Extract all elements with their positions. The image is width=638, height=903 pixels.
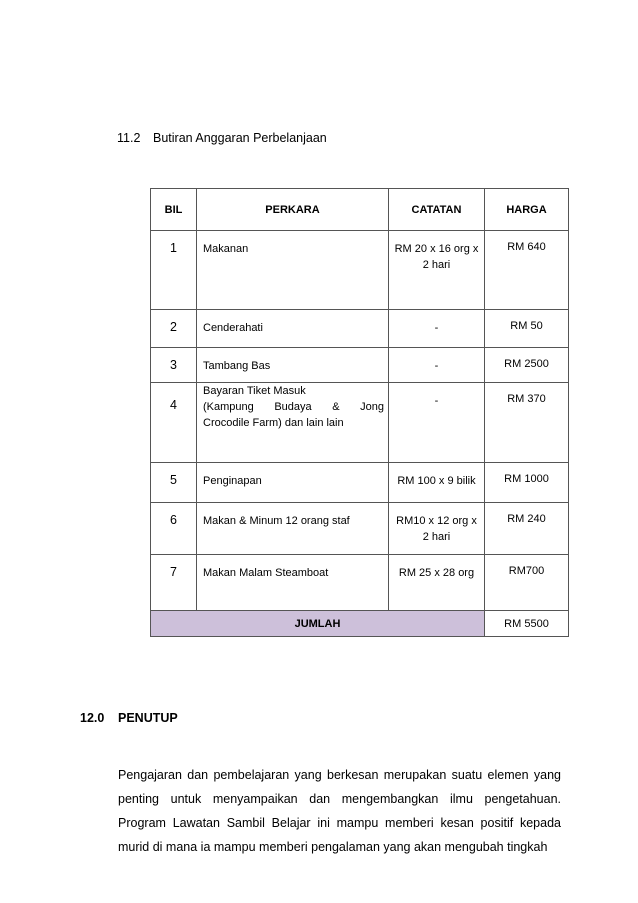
- row-bil: 6: [170, 513, 177, 527]
- budget-table: [150, 188, 569, 637]
- header-perkara: PERKARA: [197, 189, 389, 231]
- row-perkara: Tambang Bas: [203, 360, 271, 372]
- header-harga: HARGA: [485, 189, 569, 231]
- row-bil: 3: [170, 358, 177, 372]
- row-perkara-line1: Bayaran Tiket Masuk: [203, 385, 306, 397]
- row-perkara: Makanan: [203, 243, 249, 255]
- row-bil: 7: [170, 565, 177, 579]
- row-bil: 2: [170, 320, 177, 334]
- row-perkara-line3: Crocodile Farm) dan lain lain: [203, 417, 344, 429]
- row-catatan: -: [434, 360, 439, 372]
- row-harga: RM 2500: [504, 358, 549, 370]
- table-row: [151, 231, 569, 310]
- row-bil: 4: [170, 398, 177, 412]
- row-catatan: RM 25 x 28 org: [398, 567, 475, 579]
- table-header-row: [151, 189, 569, 231]
- subsection-heading: [117, 131, 327, 145]
- header-catatan: CATATAN: [389, 189, 485, 231]
- row-bil: 1: [170, 241, 177, 255]
- row-catatan: RM 100 x 9 bilik: [397, 475, 476, 487]
- row-perkara-line2: (Kampung Budaya & Jong: [203, 401, 384, 413]
- section-number: 12.0: [80, 711, 105, 725]
- table-row: [151, 463, 569, 503]
- row-catatan: -: [434, 322, 439, 334]
- row-harga: RM 240: [507, 513, 546, 525]
- table-row: [151, 383, 569, 463]
- row-harga: RM 1000: [504, 473, 549, 485]
- total-value: RM 5500: [485, 611, 569, 637]
- section-heading: [80, 711, 178, 725]
- row-perkara: Makan Malam Steamboat: [203, 567, 329, 579]
- row-bil: 5: [170, 473, 177, 487]
- row-perkara: Makan & Minum 12 orang staf: [203, 515, 350, 527]
- table-row: [151, 310, 569, 348]
- subsection-title: Butiran Anggaran Perbelanjaan: [153, 131, 327, 145]
- table-row: [151, 555, 569, 611]
- row-perkara: Cenderahati: [203, 322, 263, 334]
- row-harga: RM700: [508, 565, 545, 577]
- row-harga: RM 50: [510, 320, 543, 332]
- row-harga: RM 370: [507, 393, 546, 405]
- row-perkara: Penginapan: [203, 475, 262, 487]
- subsection-number: 11.2: [117, 131, 141, 145]
- section-title: PENUTUP: [118, 711, 178, 725]
- table-row: [151, 348, 569, 383]
- row-catatan: RM 20 x 16 org x 2 hari: [394, 243, 479, 271]
- row-catatan: -: [434, 395, 439, 407]
- table-row: [151, 503, 569, 555]
- total-label: JUMLAH: [151, 611, 485, 637]
- row-catatan: RM10 x 12 org x 2 hari: [396, 515, 477, 543]
- table-total-row: [151, 611, 569, 637]
- row-harga: RM 640: [507, 241, 546, 253]
- closing-paragraph: Pengajaran dan pembelajaran yang berkesan merupakan suatu elemen yang penting untuk menyampaikan dan mengembangkan ilmu pengetahuan. Program Lawatan Sambil Belajar ini mampu memberi kesan positif kepada murid di mana ia mampu memberi pengalaman yang akan mengubah tingkah: [118, 768, 561, 854]
- header-bil: BIL: [151, 189, 197, 231]
